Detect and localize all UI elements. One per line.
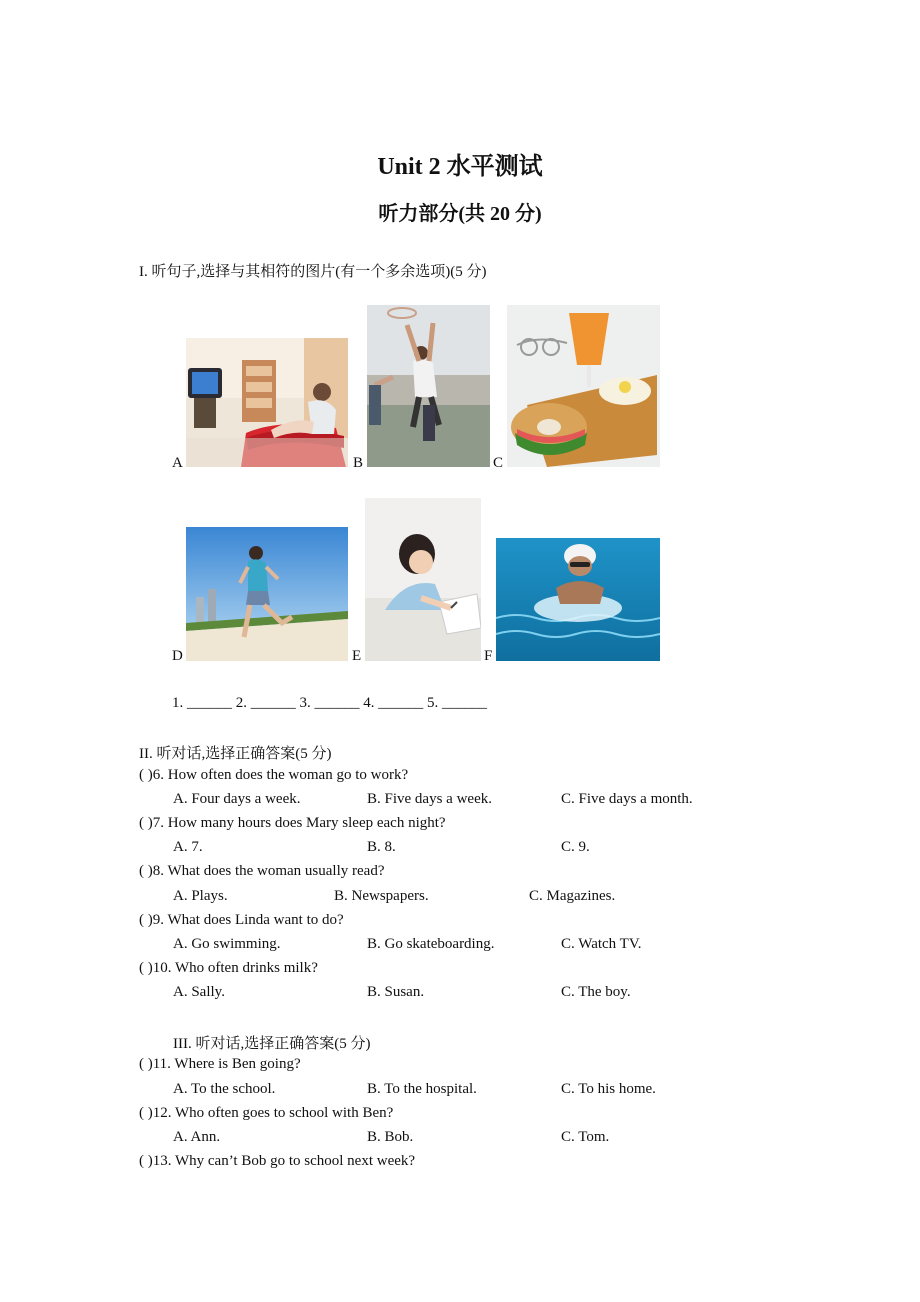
q7-option-b: B. 8. bbox=[367, 839, 396, 855]
q7-option-a: A. 7. bbox=[173, 839, 203, 855]
q12-option-b: B. Bob. bbox=[367, 1129, 414, 1145]
picture-b-basketball bbox=[367, 305, 490, 467]
question-7: ( )7. How many hours does Mary sleep each night? bbox=[139, 815, 446, 831]
q9-option-c: C. Watch TV. bbox=[561, 936, 642, 952]
q11-option-c: C. To his home. bbox=[561, 1081, 656, 1097]
picture-label-b: B bbox=[353, 455, 364, 471]
picture-label-c: C bbox=[493, 455, 504, 471]
q8-option-a: A. Plays. bbox=[173, 888, 228, 904]
question-11: ( )11. Where is Ben going? bbox=[139, 1056, 301, 1072]
question-6: ( )6. How often does the woman go to work? bbox=[139, 767, 409, 783]
section-subtitle: 听力部分(共 20 分) bbox=[378, 203, 542, 225]
q11-option-b: B. To the hospital. bbox=[367, 1081, 477, 1097]
question-12: ( )12. Who often goes to school with Ben? bbox=[139, 1105, 394, 1121]
picture-c-breakfast bbox=[507, 305, 660, 467]
q10-option-c: C. The boy. bbox=[561, 984, 631, 1000]
q7-option-c: C. 9. bbox=[561, 839, 590, 855]
q6-option-c: C. Five days a month. bbox=[561, 791, 693, 807]
q9-option-a: A. Go swimming. bbox=[173, 936, 281, 952]
q11-option-a: A. To the school. bbox=[173, 1081, 276, 1097]
picture-label-d: D bbox=[172, 648, 183, 664]
question-9: ( )9. What does Linda want to do? bbox=[139, 912, 344, 928]
picture-label-e: E bbox=[352, 648, 362, 664]
answer-blanks: 1. ______ 2. ______ 3. ______ 4. ______ 5. ______ bbox=[172, 695, 487, 711]
question-13: ( )13. Why can’t Bob go to school next week? bbox=[139, 1153, 416, 1169]
picture-e-writing bbox=[365, 498, 481, 661]
q9-option-b: B. Go skateboarding. bbox=[367, 936, 495, 952]
q8-option-b: B. Newspapers. bbox=[334, 888, 429, 904]
q12-option-a: A. Ann. bbox=[173, 1129, 221, 1145]
picture-a-watching-tv bbox=[186, 338, 348, 467]
question-8: ( )8. What does the woman usually read? bbox=[139, 863, 385, 879]
q10-option-a: A. Sally. bbox=[173, 984, 225, 1000]
picture-label-f: F bbox=[484, 648, 493, 664]
picture-d-running bbox=[186, 527, 348, 661]
q12-option-c: C. Tom. bbox=[561, 1129, 610, 1145]
picture-label-a: A bbox=[172, 455, 183, 471]
question-10: ( )10. Who often drinks milk? bbox=[139, 960, 318, 976]
section2-heading: II. 听对话,选择正确答案(5 分) bbox=[139, 746, 332, 762]
q8-option-c: C. Magazines. bbox=[529, 888, 616, 904]
picture-f-swimming bbox=[496, 538, 660, 661]
section3-heading: III. 听对话,选择正确答案(5 分) bbox=[173, 1036, 371, 1052]
section1-heading: I. 听句子,选择与其相符的图片(有一个多余选项)(5 分) bbox=[139, 264, 487, 280]
page-title: Unit 2 水平测试 bbox=[377, 154, 543, 180]
q10-option-b: B. Susan. bbox=[367, 984, 425, 1000]
q6-option-b: B. Five days a week. bbox=[367, 791, 492, 807]
q6-option-a: A. Four days a week. bbox=[173, 791, 301, 807]
